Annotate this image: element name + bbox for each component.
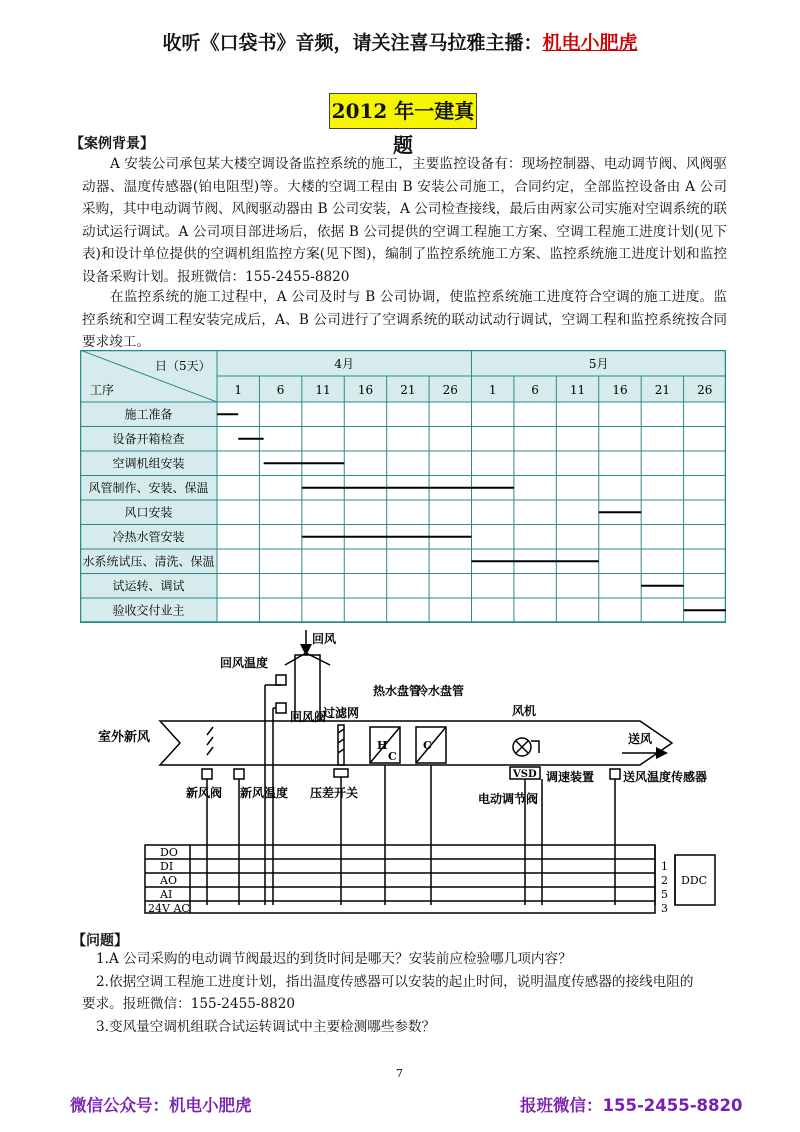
bus-channel-number: 1 — [661, 860, 668, 873]
header-host-link[interactable]: 机电小肥虎 — [542, 32, 638, 54]
fresh-air-temp-box — [234, 769, 244, 779]
page-header — [0, 28, 800, 55]
day-label: 6 — [276, 383, 285, 397]
label-supply-air: 送风 — [628, 732, 653, 746]
task-name: 设备开箱检查 — [112, 431, 185, 446]
corner-days-label: 日（5天） — [155, 359, 211, 373]
label-outdoor-air: 室外新风 — [98, 730, 151, 745]
label-return-air-temp: 回风温度 — [220, 656, 269, 670]
supply-temp-box — [610, 769, 620, 779]
label-return-air-valve: 回风阀 — [290, 710, 327, 724]
label-coil-c2: C — [423, 739, 432, 752]
label-vsd: VSD — [513, 769, 537, 780]
task-name: 水系统试压、清洗、保温 — [82, 554, 215, 569]
task-name: 试运转、调试 — [112, 578, 185, 593]
footer-wechat-account: 微信公众号：机电小肥虎 — [70, 1096, 252, 1115]
label-coil-c1: C — [388, 750, 397, 763]
day-label: 26 — [697, 383, 713, 397]
ahu-control-diagram — [90, 625, 730, 920]
schedule-table — [80, 350, 726, 624]
fresh-air-valve-box — [202, 769, 212, 779]
month-label: 5月 — [588, 357, 609, 371]
label-filter: 过滤网 — [323, 706, 360, 720]
question-3: 3.变风量空调机组联合试运转调试中主要检测哪些参数？ — [96, 1019, 436, 1035]
label-electric-valve: 电动调节阀 — [478, 792, 539, 806]
month-label: 4月 — [334, 357, 355, 371]
question-1: 1.A 公司采购的电动调节阀最迟的到货时间是哪天？安装前应检验哪几项内容？ — [96, 951, 572, 967]
task-name: 冷热水管安装 — [112, 529, 185, 544]
day-label: 1 — [488, 383, 497, 397]
day-label: 21 — [400, 383, 416, 397]
label-speed-control: 调速装置 — [546, 770, 595, 784]
page-title: 2012 年一建真题 — [329, 93, 477, 129]
bus-channel-number: 3 — [661, 902, 668, 915]
return-valve-box — [276, 703, 286, 713]
header-prefix: 收听《口袋书》音频，请关注喜马拉雅主播： — [162, 32, 543, 54]
label-pressure-switch: 压差开关 — [310, 786, 359, 800]
label-fresh-air-valve: 新风阀 — [186, 786, 223, 800]
footer-contact: 报班微信：155-2455-8820 — [520, 1096, 743, 1115]
corner-process-label: 工序 — [90, 383, 115, 397]
question-2: 2.依据空调工程施工进度计划，指出温度传感器可以安装的起止时间，说明温度传感器的接线电阻的 — [96, 974, 694, 990]
day-label: 6 — [531, 383, 539, 397]
return-temp-box — [276, 675, 286, 685]
day-label: 16 — [357, 383, 374, 397]
day-label: 26 — [442, 383, 458, 397]
label-fresh-air-temp: 新风温度 — [240, 786, 289, 800]
label-ddc: DDC — [681, 874, 708, 887]
label-supply-temp-sensor: 送风温度传感器 — [623, 770, 708, 784]
day-label: 1 — [234, 383, 243, 397]
signal-bus — [145, 845, 655, 913]
bus-line-label: 24V AC — [148, 902, 190, 915]
task-name: 验收交付业主 — [112, 603, 185, 618]
task-name: 空调机组安装 — [112, 456, 185, 471]
label-cooling-coil: 冷水盘管 — [416, 684, 465, 698]
label-heating-coil: 热水盘管 — [373, 684, 422, 698]
task-name: 风管制作、安装、保温 — [88, 480, 209, 495]
background-paragraph-1: A 安装公司承包某大楼空调设备监控系统的施工，主要监控设备有：现场控制器、电动调节阀、风阀驱动器、温度传感器(铂电阻型)等。大楼的空调工程由 B 安装公司施工，合同约定，全部监控设备由 A 公司采购，其中电动调节阀、风阀驱动器由 B 公司安装，A 公司检查接线，最后由两家公司实施对空调系统的联动试运行调试。A 公司项目部进场后，依据 B 公司提供的空调工程施工方案、空调工程施工进度计划(见下表)和设计单位提供的空调机组监控方案(见下图)，编制了监控系统施工方案、监控系统施工进度计划和监控设备采购计划。报班微信：155-2455-8820 — [82, 156, 727, 285]
page-number: 7 — [396, 1067, 403, 1080]
label-fan: 风机 — [512, 704, 537, 718]
bus-channel-number: 5 — [661, 888, 668, 901]
bus-line-label: AO — [160, 874, 177, 887]
bus-line-label: DO — [160, 846, 178, 859]
day-label: 21 — [654, 383, 671, 397]
day-label: 16 — [612, 383, 628, 397]
pressure-switch-box — [334, 769, 348, 777]
questions-label: 【问题】 — [72, 933, 128, 949]
day-label: 11 — [569, 383, 586, 397]
bus-line-label: AI — [160, 888, 173, 901]
label-return-air: 回风 — [312, 632, 337, 646]
task-name: 风口安装 — [124, 505, 173, 520]
bus-channel-number: 2 — [661, 874, 668, 887]
day-label: 11 — [315, 383, 331, 397]
bus-line-label: DI — [160, 860, 174, 873]
task-name: 施工准备 — [124, 407, 173, 422]
background-paragraph-2: 在监控系统的施工过程中，A 公司及时与 B 公司协调，使监控系统施工进度符合空调的施工进度。监控系统和空调工程安装完成后，A、B 公司进行了空调系统的联动试动行调试，空调工程和监控系统按合同要求竣工。 — [82, 289, 727, 350]
background-label: 【案例背景】 — [70, 136, 154, 152]
question-2-cont: 要求。报班微信：155-2455-8820 — [82, 996, 296, 1012]
label-coil-h: H — [377, 739, 388, 752]
